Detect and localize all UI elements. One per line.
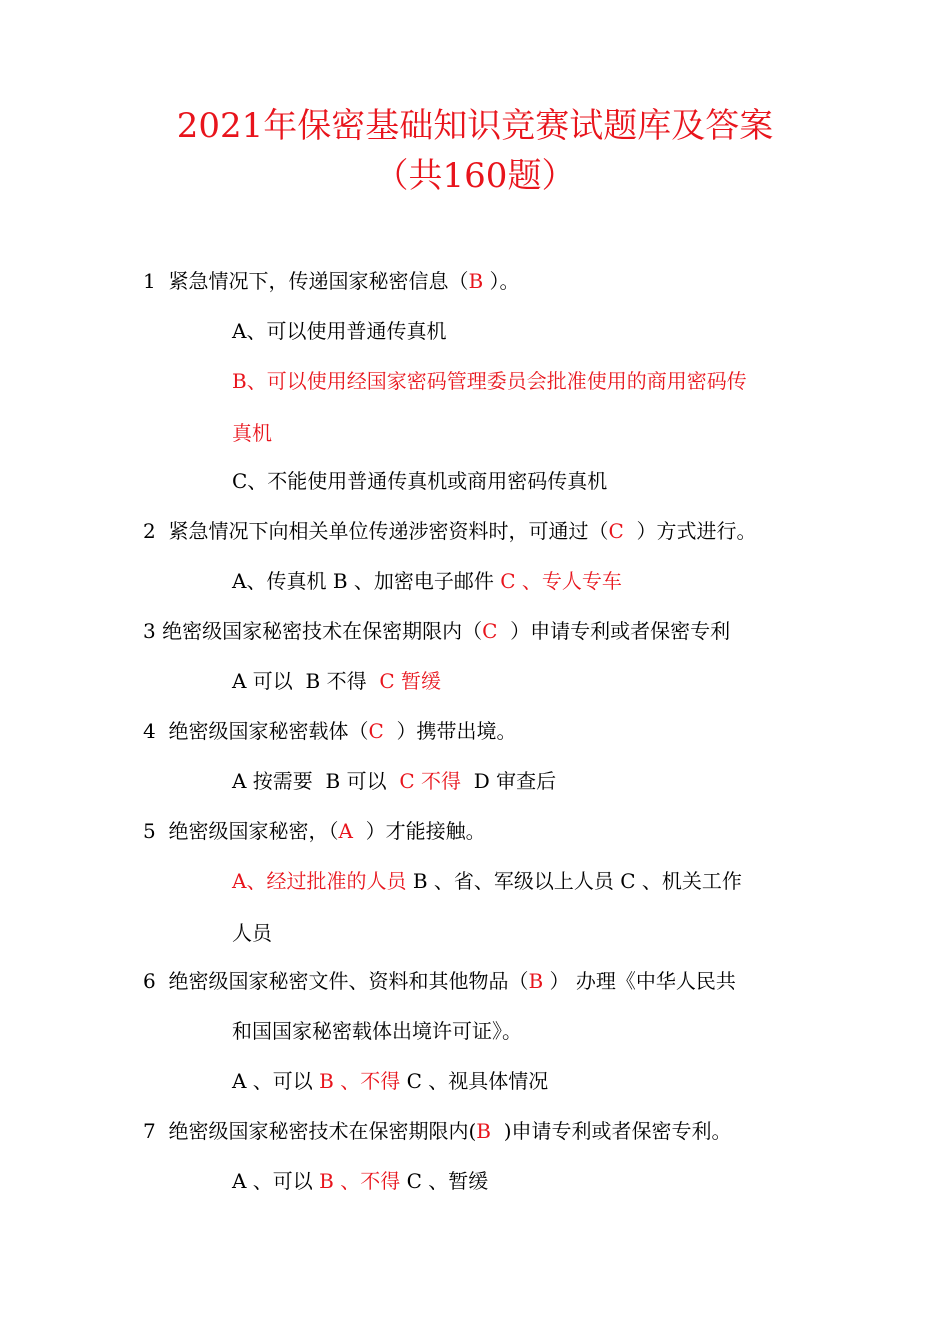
option-a: A 、可以 (232, 1169, 313, 1193)
question-2 (143, 518, 756, 544)
answer-letter: C (368, 719, 384, 743)
option-a-correct: A、经过批准的人员 (232, 869, 407, 893)
option-c: C 、视具体情况 (406, 1069, 549, 1093)
options-line (232, 1068, 548, 1094)
option-a: A 按需要 (232, 769, 313, 793)
question-stem-end: )申请专利或者保密专利。 (503, 1119, 732, 1143)
options-line (232, 568, 622, 594)
answer-letter: B (468, 269, 484, 293)
question-6 (143, 968, 736, 994)
question-7 (143, 1118, 732, 1144)
answer-letter: A (338, 819, 353, 843)
option-a: A 可以 (232, 669, 293, 693)
question-4 (143, 718, 516, 744)
question-stem-end: ）方式进行。 (636, 519, 757, 543)
option-c: C 、机关工作 (620, 869, 742, 893)
question-5 (143, 818, 486, 844)
option-b: B 、加密电子邮件 (332, 569, 494, 593)
answer-letter: C (608, 519, 624, 543)
option-d: D 审查后 (473, 769, 557, 793)
question-number: 3 (143, 619, 156, 643)
answer-letter: B (528, 969, 544, 993)
option-c: C、不能使用普通传真机或商用密码传真机 (232, 469, 608, 493)
question-stem: 紧急情况下，传递国家秘密信息（ (168, 269, 469, 293)
option-a: A 、可以 (232, 1069, 313, 1093)
question-stem-continued: 和国国家秘密载体出境许可证》。 (232, 1019, 522, 1043)
option-b: B 不得 (305, 669, 367, 693)
question-stem-end: ）携带出境。 (396, 719, 517, 743)
question-1 (143, 268, 520, 294)
options-line (232, 868, 742, 894)
question-stem-end: ） 办理《中华人民共 (549, 969, 736, 993)
question-number: 7 (143, 1119, 156, 1143)
option-b: B 可以 (325, 769, 387, 793)
option-c-correct: C 暂缓 (379, 669, 441, 693)
options-line (232, 1168, 488, 1194)
options-line (232, 768, 556, 794)
question-stem-end: ）。 (489, 269, 520, 293)
question-stem-end: ）申请专利或者保密专利 (510, 619, 731, 643)
answer-letter: C (482, 619, 498, 643)
answer-letter: B (476, 1119, 491, 1143)
option-b-continued: 真机 (232, 421, 272, 445)
document-subtitle: （共160题） (374, 156, 576, 196)
options-line (232, 668, 441, 694)
option-b-correct: B 、不得 (319, 1169, 401, 1193)
question-number: 2 (143, 519, 156, 543)
question-stem: 绝密级国家秘密文件、资料和其他物品（ (168, 969, 529, 993)
option-b: B 、省、军级以上人员 (412, 869, 614, 893)
option-c-continued: 人员 (232, 921, 272, 945)
question-number: 4 (143, 719, 156, 743)
question-stem: 绝密级国家秘密载体（ (168, 719, 369, 743)
option-c-correct: C 不得 (399, 769, 461, 793)
option-c-correct: C 、专人专车 (500, 569, 622, 593)
question-stem: 绝密级国家秘密技术在保密期限内（ (162, 619, 483, 643)
question-stem: 绝密级国家秘密，（ (168, 819, 339, 843)
option-a: A、传真机 (232, 569, 327, 593)
question-stem-end: ）才能接触。 (365, 819, 486, 843)
option-a: A、可以使用普通传真机 (232, 319, 447, 343)
question-number: 1 (143, 269, 156, 293)
option-b-correct: B 、不得 (319, 1069, 401, 1093)
question-number: 6 (143, 969, 156, 993)
question-number: 5 (143, 819, 156, 843)
question-3 (143, 618, 730, 644)
option-b-correct: B、可以使用经国家密码管理委员会批准使用的商用密码传 (232, 369, 747, 393)
document-title: 2021年保密基础知识竞赛试题库及答案 (176, 106, 774, 146)
question-stem: 紧急情况下向相关单位传递涉密资料时，可通过（ (168, 519, 609, 543)
option-c: C 、暂缓 (406, 1169, 489, 1193)
question-stem: 绝密级国家秘密技术在保密期限内( (168, 1119, 477, 1143)
